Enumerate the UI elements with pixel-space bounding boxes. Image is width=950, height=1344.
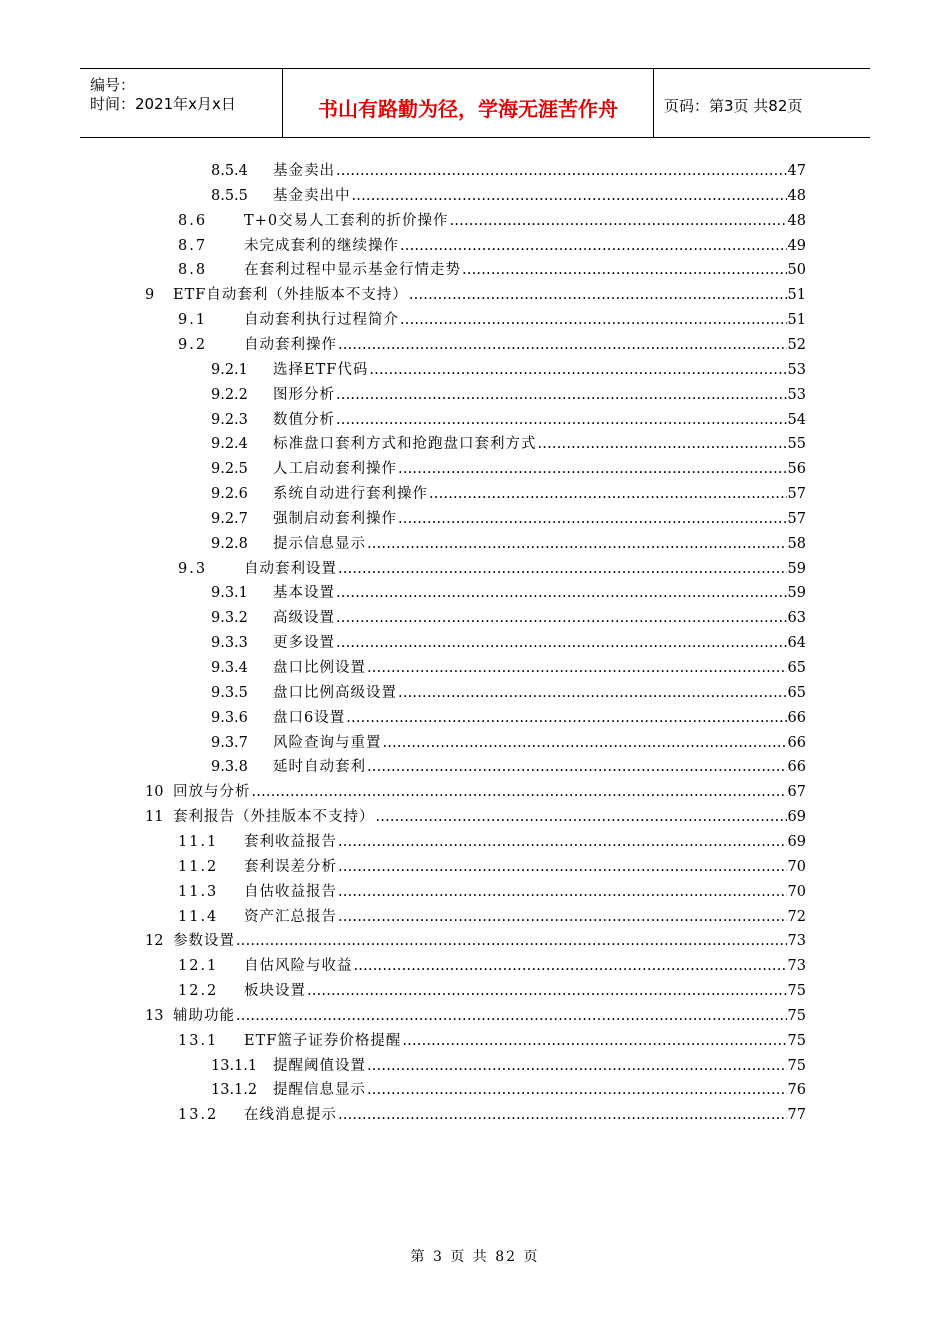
toc-entry-number: 13 (145, 1007, 164, 1024)
toc-dot-leader (429, 484, 787, 504)
toc-dot-leader (338, 882, 787, 902)
toc-entry-page: 76 (787, 1082, 806, 1099)
toc-entry-number: 13.2 (178, 1107, 219, 1124)
toc-entry-page: 77 (787, 1107, 806, 1124)
toc-entry-page: 73 (787, 933, 806, 950)
toc-entry-number: 11.4 (178, 908, 219, 925)
toc-entry-title: 自动套利操作 (244, 336, 337, 353)
toc-dot-leader (367, 1080, 787, 1100)
toc-entry-number: 8.7 (178, 237, 208, 254)
toc-entry-number: 11.1 (178, 833, 219, 850)
toc-entry-title: 参数设置 (173, 933, 235, 950)
toc-entry[interactable] (211, 484, 806, 504)
toc-entry-number: 9.2.5 (211, 461, 248, 478)
toc-entry[interactable] (145, 782, 806, 802)
toc-entry-number: 9.3.3 (211, 635, 248, 652)
toc-dot-leader (409, 285, 787, 305)
toc-entry-page: 65 (787, 660, 806, 676)
toc-entry-title: 强制启动套利操作 (273, 510, 397, 527)
toc-dot-leader (398, 509, 787, 529)
toc-entry-page: 48 (787, 187, 806, 204)
toc-entry-title: 盘口比例设置 (273, 660, 366, 676)
toc-entry[interactable] (211, 1056, 806, 1076)
toc-entry-title: 在线消息提示 (244, 1107, 337, 1124)
toc-entry-title: 人工启动套利操作 (273, 461, 397, 478)
toc-entry-number: 13.1 (178, 1032, 219, 1049)
toc-entry-page: 63 (787, 610, 806, 627)
toc-dot-leader (400, 236, 787, 256)
toc-entry[interactable] (178, 310, 806, 330)
toc-dot-leader (367, 658, 787, 678)
toc-entry[interactable] (211, 708, 806, 728)
page-header (80, 68, 870, 138)
toc-entry-page: 53 (787, 386, 806, 403)
toc-entry[interactable] (178, 211, 806, 231)
toc-dot-leader (398, 459, 787, 479)
toc-entry-number: 9.3.1 (211, 585, 248, 602)
toc-entry-number: 8.8 (178, 262, 208, 279)
toc-entry-number: 8.5.5 (211, 187, 248, 204)
toc-entry-title: 数值分析 (273, 411, 335, 428)
toc-entry-title: 提醒信息显示 (273, 1082, 366, 1099)
toc-entry-page: 72 (787, 908, 806, 925)
header-middle-cell (283, 69, 654, 137)
toc-entry-title: 提醒阈值设置 (273, 1057, 366, 1074)
toc-entry-number: 11.2 (178, 858, 219, 875)
toc-entry-title: 系统自动进行套利操作 (273, 486, 428, 503)
toc-entry-title: 图形分析 (273, 386, 335, 403)
toc-entry[interactable] (211, 161, 806, 181)
toc-entry-title: 自估收益报告 (244, 883, 337, 900)
toc-dot-leader (450, 211, 787, 231)
toc-entry-title: 板块设置 (244, 983, 306, 1000)
toc-entry-page: 47 (787, 163, 806, 179)
toc-entry[interactable] (211, 385, 806, 405)
toc-entry[interactable] (178, 1031, 806, 1051)
toc-entry-title: 标准盘口套利方式和抢跑盘口套利方式 (273, 436, 537, 453)
motto: 书山有路勤为径，学海无涯苦作舟 (318, 97, 618, 121)
toc-dot-leader (367, 757, 787, 777)
toc-entry-number: 9.2.3 (211, 411, 248, 428)
toc-entry[interactable] (145, 931, 806, 951)
header-right-cell (654, 69, 870, 137)
header-left-cell (80, 69, 283, 137)
toc-entry-number: 9.3 (178, 560, 208, 577)
toc-entry-title: 盘口6设置 (273, 709, 346, 726)
toc-entry-number: 9.2.7 (211, 510, 248, 527)
toc-entry-title: 在套利过程中显示基金行情走势 (244, 262, 461, 279)
toc-entry-number: 9.2.4 (211, 436, 248, 453)
toc-entry[interactable] (145, 807, 806, 827)
toc-entry-page: 70 (787, 883, 806, 900)
toc-entry[interactable] (211, 410, 806, 430)
toc-dot-leader (369, 360, 786, 380)
toc-dot-leader (336, 410, 787, 430)
toc-dot-leader (383, 733, 787, 753)
toc-entry-number: 12.2 (178, 983, 219, 1000)
toc-dot-leader (367, 1056, 787, 1076)
toc-entry[interactable] (178, 559, 806, 579)
toc-entry-title: 盘口比例高级设置 (273, 684, 397, 701)
toc-entry[interactable] (178, 882, 806, 902)
toc-entry-number: 9.3.7 (211, 734, 248, 751)
toc-entry-title: 资产汇总报告 (244, 908, 337, 925)
toc-entry-number: 13.1.2 (211, 1082, 258, 1099)
toc-entry-title: 高级设置 (273, 610, 335, 627)
toc-dot-leader (402, 1031, 786, 1051)
toc-entry-number: 9.2.2 (211, 386, 248, 403)
toc-entry-title: 辅助功能 (173, 1007, 235, 1024)
toc-entry-number: 13.1.1 (211, 1057, 258, 1074)
toc-dot-leader (252, 782, 787, 802)
toc-entry[interactable] (211, 1080, 806, 1100)
toc-entry-number: 9 (145, 287, 155, 304)
toc-entry-page: 66 (787, 759, 806, 776)
toc-entry-title: 自估风险与收益 (244, 958, 353, 975)
toc-entry-page: 53 (787, 361, 806, 378)
toc-entry[interactable] (178, 335, 806, 355)
toc-entry-page: 50 (787, 262, 806, 279)
toc-dot-leader (336, 161, 787, 181)
toc-dot-leader (336, 608, 787, 628)
toc-entry-number: 8.6 (178, 212, 208, 229)
toc-entry-page: 56 (787, 461, 806, 478)
toc-dot-leader (538, 434, 787, 454)
toc-entry-page: 70 (787, 858, 806, 875)
toc-entry-title: 更多设置 (273, 635, 335, 652)
toc-entry-title: 延时自动套利 (273, 759, 366, 776)
toc-entry-title: 套利报告（外挂版本不支持） (173, 809, 375, 826)
toc-entry-number: 9.3.4 (211, 660, 248, 676)
toc-entry-page: 69 (787, 809, 806, 826)
toc-dot-leader (346, 708, 786, 728)
toc-entry-page: 66 (787, 734, 806, 751)
toc-entry-number: 9.3.6 (211, 709, 248, 726)
toc-entry-page: 55 (787, 436, 806, 453)
toc-entry-page: 75 (787, 1057, 806, 1074)
toc-entry[interactable] (211, 186, 806, 206)
toc-entry-page: 75 (787, 1032, 806, 1049)
toc-entry-number: 9.2.8 (211, 535, 248, 552)
toc-dot-leader (400, 310, 787, 330)
number-label: 编号： (90, 76, 136, 94)
toc-entry[interactable] (178, 260, 806, 280)
toc-entry-title: 基本设置 (273, 585, 335, 602)
toc-entry[interactable] (211, 583, 806, 603)
toc-entry-number: 9.2.6 (211, 486, 248, 503)
toc-entry-page: 51 (787, 312, 806, 329)
toc-dot-leader (236, 1006, 787, 1026)
toc-entry[interactable] (211, 683, 806, 703)
toc-entry[interactable] (211, 608, 806, 628)
toc-entry-page: 73 (787, 958, 806, 975)
toc-entry-number: 11.3 (178, 883, 219, 900)
toc-entry-number: 9.1 (178, 312, 208, 329)
toc-entry[interactable] (178, 236, 806, 256)
toc-dot-leader (338, 335, 787, 355)
toc-dot-leader (338, 907, 787, 927)
toc-entry-title: 回放与分析 (173, 784, 251, 801)
toc-dot-leader (338, 559, 787, 579)
toc-entry[interactable] (211, 434, 806, 454)
toc-entry-page: 59 (787, 585, 806, 602)
toc-entry[interactable] (178, 981, 806, 1001)
toc-entry-title: 基金卖出中 (273, 187, 351, 204)
toc-entry-number: 9.2.1 (211, 361, 248, 378)
toc-entry[interactable] (178, 907, 806, 927)
toc-entry-number: 9.3.5 (211, 684, 248, 701)
toc-dot-leader (367, 534, 787, 554)
toc-entry-page: 75 (787, 983, 806, 1000)
toc-entry-page: 65 (787, 684, 806, 701)
toc-entry-number: 9.3.2 (211, 610, 248, 627)
header-page-info: 页码：第3页 共82页 (664, 97, 803, 115)
toc-entry-number: 10 (145, 784, 164, 801)
toc-entry[interactable] (178, 857, 806, 877)
toc-entry-page: 64 (787, 635, 806, 652)
toc-entry[interactable] (211, 360, 806, 380)
toc-entry-title: 自动套利执行过程简介 (244, 312, 399, 329)
toc-entry[interactable] (211, 733, 806, 753)
toc-dot-leader (354, 956, 787, 976)
toc-entry[interactable] (145, 285, 806, 305)
toc-dot-leader (307, 981, 787, 1001)
toc-dot-leader (398, 683, 787, 703)
toc-entry-title: 选择ETF代码 (273, 361, 369, 378)
toc-dot-leader (336, 583, 787, 603)
toc-entry-number: 9.2 (178, 336, 208, 353)
toc-entry-number: 12.1 (178, 958, 219, 975)
toc-dot-leader (352, 186, 787, 206)
toc-dot-leader (338, 857, 787, 877)
toc-entry[interactable] (211, 534, 806, 554)
toc-entry-number: 9.3.8 (211, 759, 248, 776)
toc-dot-leader (336, 633, 787, 653)
toc-entry[interactable] (145, 1006, 806, 1026)
toc-entry-number: 11 (145, 809, 164, 826)
toc-entry-number: 12 (145, 933, 164, 950)
toc-dot-leader (338, 832, 787, 852)
toc-entry-title: ETF篮子证券价格提醒 (244, 1032, 402, 1049)
time-label: 时间：2021年x月x日 (90, 95, 236, 113)
toc-entry[interactable] (211, 633, 806, 653)
toc-entry-title: 风险查询与重置 (273, 734, 382, 751)
toc-entry-page: 69 (787, 833, 806, 850)
toc-entry[interactable] (211, 757, 806, 777)
toc-entry-title: 基金卖出 (273, 163, 335, 179)
toc-dot-leader (376, 807, 787, 827)
toc-entry-page: 51 (787, 287, 806, 304)
toc-entry-page: 66 (787, 709, 806, 726)
toc-entry-title: 套利收益报告 (244, 833, 337, 850)
toc-entry[interactable] (211, 459, 806, 479)
toc-entry-page: 54 (787, 411, 806, 428)
toc-entry-page: 57 (787, 510, 806, 527)
toc-entry[interactable] (178, 832, 806, 852)
toc-dot-leader (338, 1105, 787, 1125)
toc-entry-page: 59 (787, 560, 806, 577)
toc-entry-title: 提示信息显示 (273, 535, 366, 552)
toc-entry[interactable] (178, 1105, 806, 1125)
toc-entry-page: 52 (787, 336, 806, 353)
toc-entry-title: 未完成套利的继续操作 (244, 237, 399, 254)
toc-entry-title: 自动套利设置 (244, 560, 337, 577)
toc-entry[interactable] (178, 956, 806, 976)
toc-entry-title: 套利误差分析 (244, 858, 337, 875)
toc-entry[interactable] (211, 658, 806, 678)
toc-entry-number: 8.5.4 (211, 163, 248, 179)
toc-dot-leader (236, 931, 787, 951)
toc-dot-leader (462, 260, 787, 280)
toc-dot-leader (336, 385, 787, 405)
toc-entry[interactable] (211, 509, 806, 529)
page-footer: 第 3 页 共 82 页 (410, 1249, 540, 1265)
toc-entry-page: 75 (787, 1007, 806, 1024)
toc-entry-page: 48 (787, 212, 806, 229)
toc-entry-title: ETF自动套利（外挂版本不支持） (173, 287, 408, 304)
toc-entry-title: T+0交易人工套利的折价操作 (244, 212, 449, 229)
toc-entry-page: 58 (787, 535, 806, 552)
toc-entry-page: 49 (787, 237, 806, 254)
toc-entry-page: 67 (787, 784, 806, 801)
toc-entry-page: 57 (787, 486, 806, 503)
